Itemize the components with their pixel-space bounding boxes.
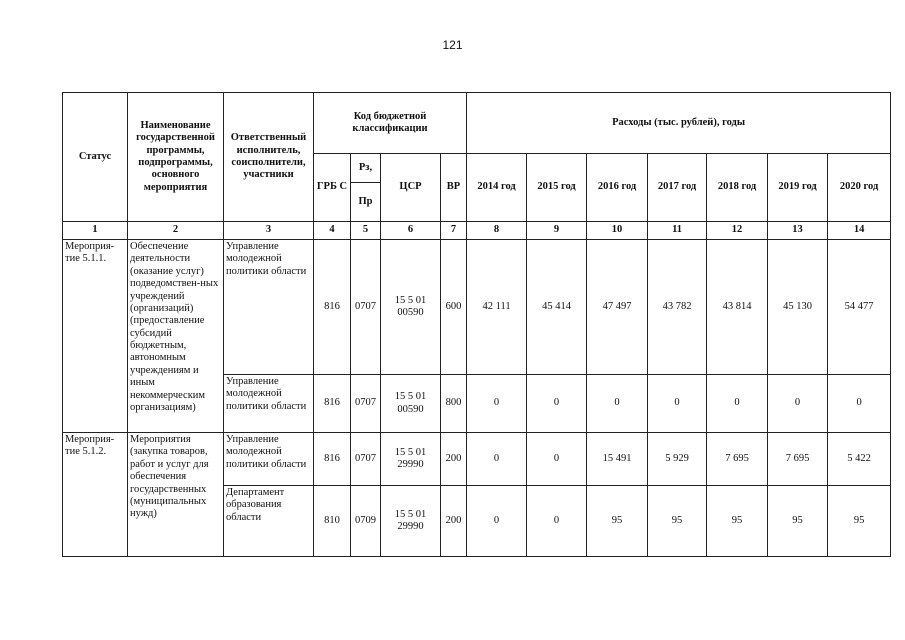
column-number: 2: [128, 222, 224, 240]
expense-2020: 0: [828, 375, 891, 433]
rzpr-code: 0707: [351, 240, 381, 375]
header-budget-code: Код бюджетной классификации: [314, 93, 467, 154]
expense-2018: 95: [707, 486, 768, 557]
column-number: 1: [63, 222, 128, 240]
header-year-2019: 2019 год: [768, 154, 828, 222]
csr-code-text: 15 5 01 29990: [394, 446, 427, 470]
rzpr-code: 0707: [351, 375, 381, 433]
grbs-code: 816: [314, 240, 351, 375]
vr-code: 600: [441, 240, 467, 375]
expense-2018: 0: [707, 375, 768, 433]
csr-code: [381, 433, 441, 486]
table-header: [63, 93, 891, 222]
responsible-executor: Управление молодежной политики области: [224, 433, 314, 486]
header-expenses: Расходы (тыс. рублей), годы: [467, 93, 891, 154]
column-number: 4: [314, 222, 351, 240]
expense-2014: 0: [467, 486, 527, 557]
header-year-2014: 2014 год: [467, 154, 527, 222]
csr-code: [381, 486, 441, 557]
rzpr-code: 0709: [351, 486, 381, 557]
vr-code: 800: [441, 375, 467, 433]
header-status: Статус: [63, 93, 128, 222]
vr-code: 200: [441, 433, 467, 486]
csr-code-text: 15 5 01 00590: [394, 391, 427, 415]
responsible-executor: Департамент образования области: [224, 486, 314, 557]
expense-2019: 7 695: [768, 433, 828, 486]
column-number: 5: [351, 222, 381, 240]
column-number: 11: [648, 222, 707, 240]
csr-code-text: 15 5 01 29990: [394, 508, 427, 532]
expense-2017: 43 782: [648, 240, 707, 375]
expense-2020: 54 477: [828, 240, 891, 375]
header-vr: ВР: [441, 154, 467, 222]
column-number: 14: [828, 222, 891, 240]
csr-code: [381, 240, 441, 375]
measure-status: Мероприя-тие 5.1.2.: [63, 433, 128, 557]
expense-2014: 42 111: [467, 240, 527, 375]
measure-name: Мероприятия (закупка товаров, работ и услуг для обеспечения государственных (муниципальных нужд): [128, 433, 224, 557]
expense-2018: 43 814: [707, 240, 768, 375]
column-number-row: [63, 222, 891, 240]
table-body: [63, 222, 891, 557]
table-row: [63, 433, 891, 486]
grbs-code: 810: [314, 486, 351, 557]
header-grbs: ГРБ С: [314, 154, 351, 222]
expense-2017: 95: [648, 486, 707, 557]
responsible-executor: Управление молодежной политики области: [224, 375, 314, 433]
header-year-2015: 2015 год: [527, 154, 587, 222]
expense-2014: 0: [467, 375, 527, 433]
column-number: 3: [224, 222, 314, 240]
expense-2014: 0: [467, 433, 527, 486]
measure-name: Обеспечение деятельности (оказание услуг) подведомствен-ных учреждений (организаций) (предоставление субсидий бюджетным, автономным учреждениям и иным некоммерческим организациям): [128, 240, 224, 433]
expense-2016: 95: [587, 486, 648, 557]
header-csr: ЦСР: [381, 154, 441, 222]
column-number: 6: [381, 222, 441, 240]
expense-2019: 95: [768, 486, 828, 557]
rzpr-code: 0707: [351, 433, 381, 486]
measure-status: Мероприя-тие 5.1.1.: [63, 240, 128, 433]
expense-2015: 0: [527, 486, 587, 557]
header-year-2016: 2016 год: [587, 154, 648, 222]
header-rz: Рз,: [351, 154, 381, 183]
column-number: 13: [768, 222, 828, 240]
budget-table: [62, 92, 891, 557]
expense-2017: 5 929: [648, 433, 707, 486]
expense-2017: 0: [648, 375, 707, 433]
csr-code-text: 15 5 01 00590: [394, 294, 427, 318]
expense-2020: 5 422: [828, 433, 891, 486]
grbs-code: 816: [314, 375, 351, 433]
responsible-executor: Управление молодежной политики области: [224, 240, 314, 375]
vr-code: 200: [441, 486, 467, 557]
column-number: 10: [587, 222, 648, 240]
header-year-2017: 2017 год: [648, 154, 707, 222]
table-row: [63, 240, 891, 375]
page-number: 121: [442, 38, 463, 52]
header-responsible: Ответственный исполнитель, соисполнители, участники: [224, 93, 314, 222]
grbs-code: 816: [314, 433, 351, 486]
column-number: 8: [467, 222, 527, 240]
expense-2019: 45 130: [768, 240, 828, 375]
expense-2015: 0: [527, 375, 587, 433]
column-number: 9: [527, 222, 587, 240]
header-pr: Пр: [351, 183, 381, 222]
expense-2016: 47 497: [587, 240, 648, 375]
csr-code: [381, 375, 441, 433]
expense-2015: 0: [527, 433, 587, 486]
expense-2016: 15 491: [587, 433, 648, 486]
header-year-2020: 2020 год: [828, 154, 891, 222]
expense-2015: 45 414: [527, 240, 587, 375]
expense-2020: 95: [828, 486, 891, 557]
header-name: Наименование государственной программы, подпрограммы, основного мероприятия: [128, 93, 224, 222]
column-number: 12: [707, 222, 768, 240]
expense-2016: 0: [587, 375, 648, 433]
expense-2018: 7 695: [707, 433, 768, 486]
column-number: 7: [441, 222, 467, 240]
expense-2019: 0: [768, 375, 828, 433]
header-year-2018: 2018 год: [707, 154, 768, 222]
